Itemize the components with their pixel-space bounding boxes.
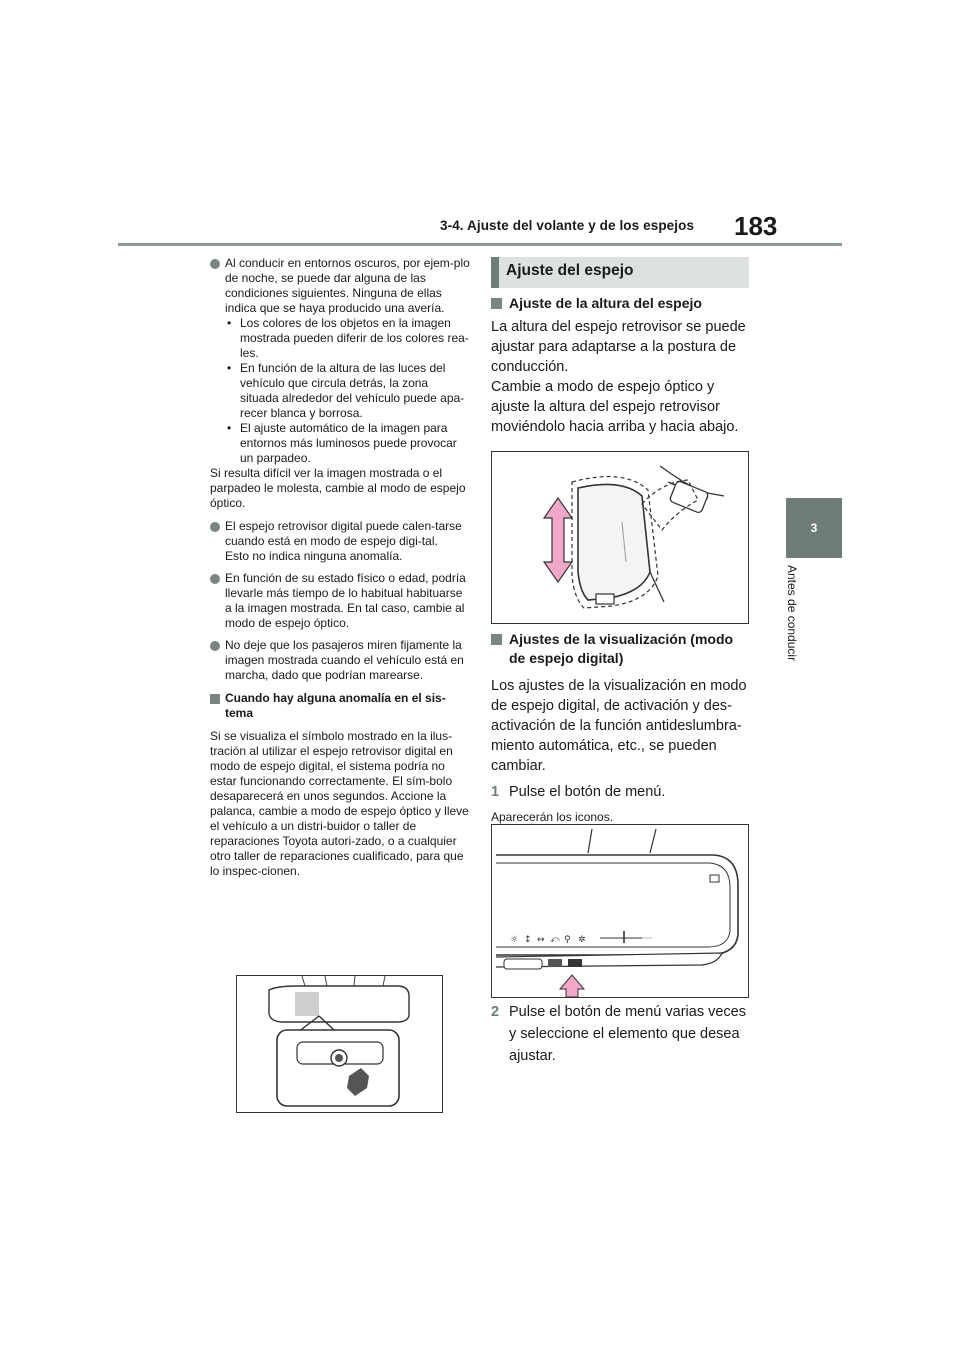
step-text: Pulse el botón de menú. — [509, 784, 666, 800]
section-accent — [491, 257, 499, 288]
bullet-text: Al conducir en entornos oscuros, por ejem-plo de noche, se puede dar alguna de las condiciones siguientes. Ninguna de ellas indica que se haya producido una avería. — [225, 256, 470, 315]
note-bullet — [210, 519, 470, 564]
height-para2: Cambie a modo de espejo óptico y ajuste la altura del espejo retrovisor moviéndolo hacia arriba y hacia abajo. — [491, 379, 739, 435]
square-bullet-icon — [491, 634, 502, 645]
bullet-text: No deje que los pasajeros miren fijamente la imagen mostrada cuando el vehículo está en marcha, dado que podrían marearse. — [225, 638, 464, 682]
sub-item: • El ajuste automático de la imagen para entornos más luminosos puede provocar un parpadeo. — [225, 421, 470, 466]
step-1 — [491, 782, 753, 802]
menu-illustration — [492, 825, 748, 997]
chapter-tab[interactable]: 3 — [786, 498, 842, 558]
height-heading-text: Ajuste de la altura del espejo — [509, 295, 702, 311]
bullet-dot-icon — [210, 574, 220, 584]
chapter-title: Antes de conducir — [785, 565, 799, 662]
sub-item: • Los colores de los objetos en la imagen mostrada pueden diferir de los colores rea-les. — [227, 316, 469, 360]
anomaly-text: Si se visualiza el símbolo mostrado en la ilus-tración al utilizar el espejo retrovisor digital en modo de espejo digital, el sistema podría no estar funcionando correctamente. El sím-bolo desaparecerá en unos segundos. Accione la palanca, cambie a modo de espejo óptico y lleve el vehículo a un distri-buidor o taller de reparaciones Toyota autori-zado, o a cualquier otro taller de reparaciones cualificado, para que lo inspec-cionen. — [210, 729, 469, 878]
height-heading — [491, 294, 753, 313]
bullet-trailing-text: Esto no indica ninguna anomalía. — [225, 549, 403, 563]
square-bullet-icon — [491, 298, 502, 309]
svg-text:⚲: ⚲ — [564, 935, 571, 945]
svg-text:↔: ↔ — [537, 935, 545, 945]
menu-figure — [491, 824, 749, 998]
section-title: 3-4. Ajuste del volante y de los espejos — [440, 218, 695, 233]
sub-item-text: En función de la altura de las luces del vehículo que circula detrás, la zona situada alrededor del vehículo puede apa-recer blanca y borrosa. — [240, 361, 465, 420]
section-bar — [491, 257, 749, 288]
right-column — [491, 294, 753, 437]
step-note: Aparecerán los iconos. — [491, 810, 614, 824]
step-text: Pulse el botón de menú varias veces y seleccione el elemento que desea ajustar. — [509, 1004, 746, 1064]
header-rule — [118, 243, 842, 246]
height-para1: La altura del espejo retrovisor se puede ajustar para adaptarse a la postura de conducción. — [491, 319, 746, 375]
svg-text:↕: ↕ — [524, 935, 532, 945]
bullet-dot-icon — [210, 522, 220, 532]
display-heading — [491, 630, 753, 668]
sub-item: • En función de la altura de las luces del vehículo que circula detrás, la zona situada alrededor del vehículo puede apa-recer blanca y borrosa. — [225, 361, 470, 421]
bullet-text: El espejo retrovisor digital puede calen-tarse cuando está en modo de espejo digi-tal. — [225, 519, 462, 548]
bullet-dot-icon — [210, 641, 220, 651]
step-2-section — [491, 1001, 753, 1067]
section-heading: Ajuste del espejo — [506, 262, 634, 279]
display-heading-text: Ajustes de la visualización (modo de espejo digital) — [509, 631, 734, 666]
display-section — [491, 630, 753, 825]
sub-item-text: Los colores de los objetos en la imagen mostrada pueden diferir de los colores rea-les. — [240, 316, 469, 360]
step-number: 1 — [491, 784, 500, 800]
anomaly-illustration — [237, 976, 442, 1112]
note-bullet — [210, 571, 470, 631]
height-figure — [491, 451, 749, 624]
square-bullet-icon — [210, 694, 220, 704]
svg-text:⤺: ⤺ — [550, 935, 560, 945]
step-number: 2 — [491, 1004, 500, 1020]
bullet-dot-icon — [210, 259, 220, 269]
height-illustration — [492, 452, 748, 623]
bullet-trailing-text: Si resulta difícil ver la imagen mostrada o el parpadeo le molesta, cambie al modo de espejo óptico. — [210, 466, 466, 510]
display-para: Los ajustes de la visualización en modo de espejo digital, de activación y des-activación de la función antideslumbra-miento automática, etc., se pueden cambiar. — [491, 678, 747, 774]
anomaly-heading-text: Cuando hay alguna anomalía en el sis-tema — [225, 691, 446, 720]
note-bullet — [210, 256, 470, 466]
svg-text:✲: ✲ — [578, 935, 586, 945]
page-number: 183 — [734, 211, 778, 241]
step-2 — [491, 1001, 753, 1067]
chapter-label — [778, 565, 808, 685]
anomaly-figure — [236, 975, 443, 1113]
left-column — [210, 256, 470, 879]
bullet-text: En función de su estado físico o edad, podría llevarle más tiempo de lo habitual habituarse a la imagen mostrada. En tal caso, cambie al modo de espejo óptico. — [225, 571, 466, 630]
note-bullet — [210, 638, 470, 683]
anomaly-heading — [210, 691, 470, 721]
sub-item-text: El ajuste automático de la imagen para entornos más luminosos puede provocar un parpadeo. — [240, 421, 457, 465]
svg-text:☼: ☼ — [510, 935, 519, 945]
